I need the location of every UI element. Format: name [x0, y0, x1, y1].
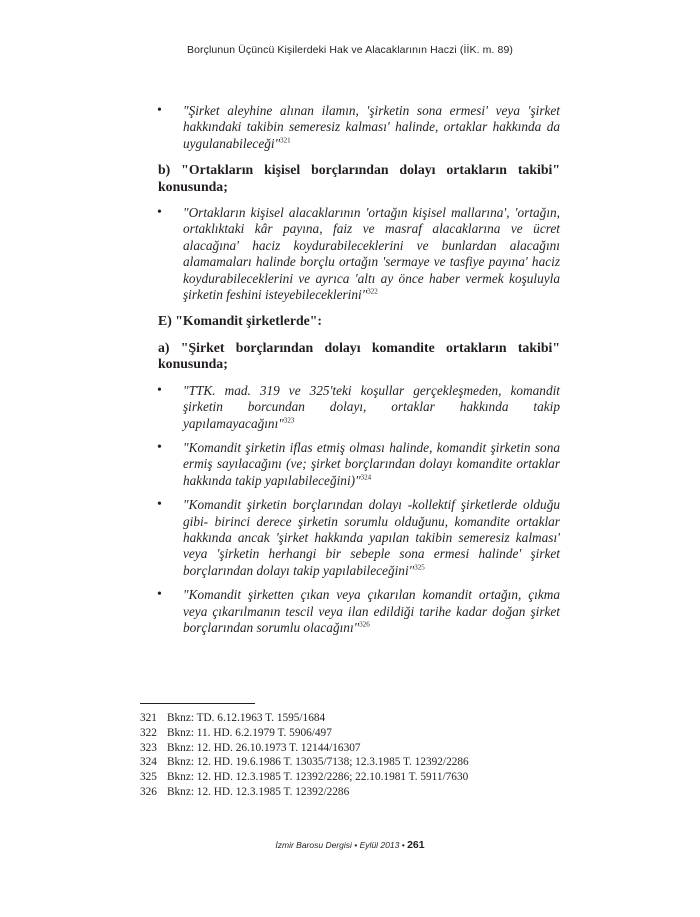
- footnote-text: Bknz: 12. HD. 12.3.1985 T. 12392/2286: [167, 785, 350, 798]
- bullet-text: "Şirket aleyhine alınan ilamın, 'şirketin sona ermesi' veya 'şirket hakkındaki takibin semeresiz kalması' halinde, ortaklar hakkında da uygulanabileceği": [183, 103, 560, 151]
- footnote: [140, 726, 560, 741]
- footnote-ref[interactable]: 321: [280, 136, 291, 145]
- footnote-number: 326: [140, 785, 157, 798]
- footnote-ref[interactable]: 324: [360, 473, 372, 482]
- bullet-item: [140, 587, 560, 636]
- bullet-item: [140, 440, 560, 489]
- footnote-ref[interactable]: 325: [414, 563, 425, 572]
- running-head: Borçlunun Üçüncü Kişilerdeki Hak ve Alacaklarının Haczi (İİK. m. 89): [186, 44, 513, 56]
- bullet-icon: •: [157, 587, 162, 603]
- footnote: [140, 755, 560, 770]
- bullet-text: "Ortakların kişisel alacaklarının 'ortağın kişisel mallarına', 'ortağın, ortaklıktaki kâr payına, faiz ve masraf alacaklarına ve ücret alacağına' haciz koydurabileceklerini ve bunlardan alacağını alamamaları halinde borçlu ortağın 'sermaye ve tasfiye payına' haciz koydurabileceklerini ve ayrıca 'altı ay önce haber vermek koşuluyla şirketin feshini isteyebileceklerini": [183, 205, 560, 303]
- bullet-text: "TTK. mad. 319 ve 325'teki koşullar gerçekleşmeden, komandit şirketin borcundan dolayı, ortaklar hakkında takip yapılamayacağını": [183, 382, 560, 431]
- footnote-text: Bknz: TD. 6.12.1963 T. 1595/1684: [167, 712, 326, 724]
- bullet-icon: •: [157, 439, 162, 455]
- section-heading-a: a) "Şirket borçlarından dolayı komandite ortakların takibi" konusunda;: [158, 339, 560, 372]
- separator-dot: •: [401, 840, 405, 850]
- footnote: [140, 785, 560, 800]
- section-heading-e: E) "Komandit şirketlerde":: [158, 313, 322, 329]
- footnote-number: 324: [140, 756, 157, 769]
- bullet-icon: •: [157, 205, 162, 221]
- bullet-item: [140, 497, 560, 579]
- section-heading-b: b) "Ortakların kişisel borçlarından dolayı ortakların takibi" konusunda;: [158, 162, 560, 194]
- footnote-number: 322: [140, 726, 157, 739]
- footnote-text: Bknz: 12. HD. 12.3.1985 T. 12392/2286; 22.10.1981 T. 5911/7630: [167, 771, 469, 784]
- footnote-ref[interactable]: 323: [283, 416, 295, 425]
- footnote-number: 325: [140, 771, 157, 784]
- bullet-text: "Komandit şirketin iflas etmiş olması halinde, komandit şirketin sona ermiş sayılacağını (ve; şirket borçlarından dolayı komandite ortaklar hakkında takip yapılabileceğini)": [183, 439, 560, 488]
- journal-name: İzmir Barosu Dergisi: [275, 840, 352, 850]
- footnote-text: Bknz: 11. HD. 6.2.1979 T. 5906/497: [167, 726, 332, 739]
- issue-date: Eylül 2013: [359, 840, 400, 850]
- bullet-item: [140, 205, 560, 303]
- bullet-item: [140, 103, 560, 152]
- footnote-number: 323: [140, 741, 157, 754]
- footnote: [140, 770, 560, 785]
- footnote: [140, 741, 560, 756]
- bullet-item: [140, 383, 560, 432]
- footnote-text: Bknz: 12. HD. 19.6.1986 T. 13035/7138; 12.3.1985 T. 12392/2286: [167, 756, 469, 769]
- footnote-ref[interactable]: 326: [359, 620, 370, 629]
- footnote-text: Bknz: 12. HD. 26.10.1973 T. 12144/16307: [167, 741, 361, 754]
- bullet-icon: •: [157, 497, 162, 513]
- footnote-number: 321: [140, 712, 157, 724]
- page-footer: [0, 839, 700, 851]
- footnote: [140, 711, 560, 726]
- main-text: [140, 103, 560, 636]
- footnotes: [140, 711, 560, 800]
- separator-dot: •: [354, 840, 358, 850]
- page-number: 261: [407, 839, 425, 851]
- footnote-divider: [140, 703, 255, 704]
- bullet-text: "Komandit şirketten çıkan veya çıkarılan komandit ortağın, çıkma veya çıkarılmanın tescil veya ilan edildiği tarihe kadar doğan şirket borçlarından sorumlu olacağını": [183, 587, 560, 635]
- bullet-icon: •: [157, 103, 162, 118]
- bullet-icon: •: [157, 382, 162, 398]
- bullet-text: "Komandit şirketin borçlarından dolayı -kollektif şirketlerde olduğu gibi- birinci derece şirketin sorumlu olduğunu, komandite ortaklar hakkında ancak 'şirket hakkında yapılan takibin semeresiz kalması' veya 'şirketin herhangi bir sebeple sona ermesi halinde' şirket borçlarından dolayı takip yapılabileceğini": [183, 497, 560, 578]
- footnote-ref[interactable]: 322: [367, 287, 378, 296]
